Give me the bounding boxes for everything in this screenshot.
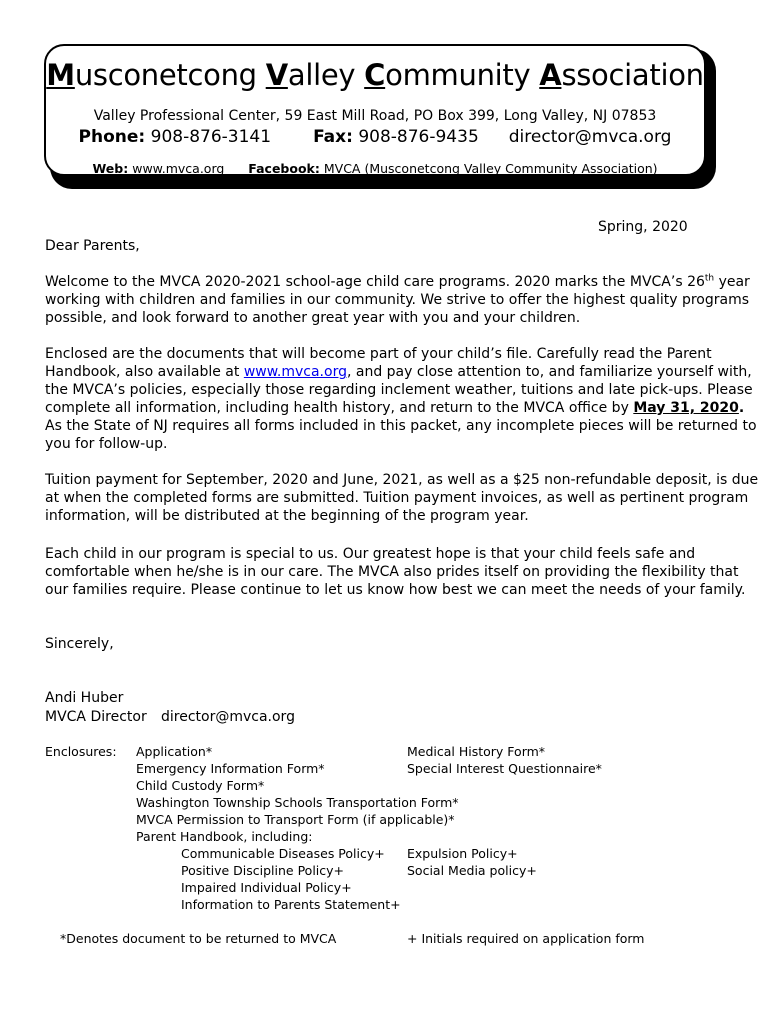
paragraph-line: our families require. Please continue to let us know how best we can meet the needs of your family. bbox=[45, 582, 746, 598]
mvca-website-link[interactable]: www.mvca.org bbox=[243, 364, 347, 380]
phone-number: 908-876-3141 bbox=[150, 127, 272, 147]
paragraph-line: Welcome to the MVCA 2020-2021 school-age child care programs. 2020 marks the MVCA’s 26th year bbox=[45, 273, 750, 290]
fax-number: 908-876-9435 bbox=[358, 127, 479, 147]
enclosure-item: Child Custody Form* bbox=[136, 778, 265, 793]
paragraph-special bbox=[45, 545, 746, 599]
paragraph-line: the MVCA’s policies, especially those regarding inclement weather, tuitions and late pick-ups. Please bbox=[45, 382, 753, 398]
paragraph-line: you for follow-up. bbox=[45, 436, 168, 452]
paragraph-enclosed bbox=[45, 345, 757, 453]
paragraph-line: Tuition payment for September, 2020 and June, 2021, as well as a $25 non-refundable deposit, is due bbox=[45, 472, 759, 488]
web-line bbox=[46, 161, 704, 176]
web-url: www.mvca.org bbox=[132, 161, 225, 176]
signer-email: director@mvca.org bbox=[161, 709, 295, 725]
paragraph-line: working with children and families in our community. We strive to offer the highest quality programs bbox=[45, 292, 750, 308]
paragraph-line: possible, and look forward to another great year with you and your children. bbox=[45, 310, 581, 326]
paragraph-line: Each child in our program is special to us. Our greatest hope is that your child feels safe and bbox=[45, 546, 696, 562]
letterhead bbox=[44, 44, 706, 176]
paragraph-line: information, will be distributed at the beginning of the program year. bbox=[45, 508, 529, 524]
enclosure-item: MVCA Permission to Transport Form (if applicable)* bbox=[136, 812, 455, 827]
org-address: Valley Professional Center, 59 East Mill Road, PO Box 399, Long Valley, NJ 07853 bbox=[93, 108, 657, 124]
handbook-policy-item: Expulsion Policy+ bbox=[407, 846, 518, 861]
enclosure-item: Medical History Form* bbox=[407, 744, 546, 759]
footnote-returned: *Denotes document to be returned to MVCA bbox=[60, 931, 337, 946]
handbook-policy-item: Social Media policy+ bbox=[407, 863, 537, 878]
paragraph-tuition bbox=[45, 471, 759, 525]
fax-label: Fax: bbox=[313, 127, 353, 147]
header-email: director@mvca.org bbox=[508, 127, 672, 147]
enclosure-item: Emergency Information Form* bbox=[136, 761, 325, 776]
enclosure-item: Washington Township Schools Transportation Form* bbox=[136, 795, 459, 810]
org-title: Musconetcong Valley Community Association bbox=[46, 58, 704, 92]
paragraph-line: Handbook, also available at www.mvca.org, and pay close attention to, and familiarize yourself with, bbox=[45, 364, 752, 380]
enclosure-item: Application* bbox=[136, 744, 213, 759]
handbook-policy-item: Information to Parents Statement+ bbox=[181, 897, 401, 912]
signer-title: MVCA Director bbox=[45, 709, 147, 725]
paragraph-line: Enclosed are the documents that will become part of your child’s file. Carefully read the Parent bbox=[45, 346, 712, 362]
deadline-date: May 31, 2020 bbox=[633, 400, 739, 416]
enclosure-item: Special Interest Questionnaire* bbox=[407, 761, 602, 776]
footnote-initials: + Initials required on application form bbox=[407, 931, 645, 946]
contact-line bbox=[46, 127, 704, 147]
closing: Sincerely, bbox=[45, 636, 114, 652]
paragraph-line: comfortable when he/she is in our care. The MVCA also prides itself on providing the flexibility that bbox=[45, 564, 739, 580]
facebook-label: Facebook: bbox=[248, 161, 320, 176]
phone-label: Phone: bbox=[78, 127, 146, 147]
signer-name: Andi Huber bbox=[45, 690, 124, 706]
facebook-name: MVCA (Musconetcong Valley Community Association) bbox=[323, 161, 658, 176]
web-label: Web: bbox=[92, 161, 129, 176]
paragraph-line: As the State of NJ requires all forms included in this packet, any incomplete pieces will be returned to bbox=[45, 418, 757, 434]
letter-date: Spring, 2020 bbox=[598, 219, 688, 235]
greeting: Dear Parents, bbox=[45, 238, 140, 254]
handbook-policy-item: Positive Discipline Policy+ bbox=[181, 863, 345, 878]
handbook-policy-item: Communicable Diseases Policy+ bbox=[181, 846, 385, 861]
paragraph-line: complete all information, including health history, and return to the MVCA office by May 31, 2020. bbox=[45, 400, 745, 416]
handbook-policy-item: Impaired Individual Policy+ bbox=[181, 880, 352, 895]
enclosures-label: Enclosures: bbox=[45, 744, 117, 759]
paragraph-line: at when the completed forms are submitted. Tuition payment invoices, as well as pertinent program bbox=[45, 490, 749, 506]
paragraph-welcome bbox=[45, 273, 750, 327]
enclosure-item: Parent Handbook, including: bbox=[136, 829, 313, 844]
